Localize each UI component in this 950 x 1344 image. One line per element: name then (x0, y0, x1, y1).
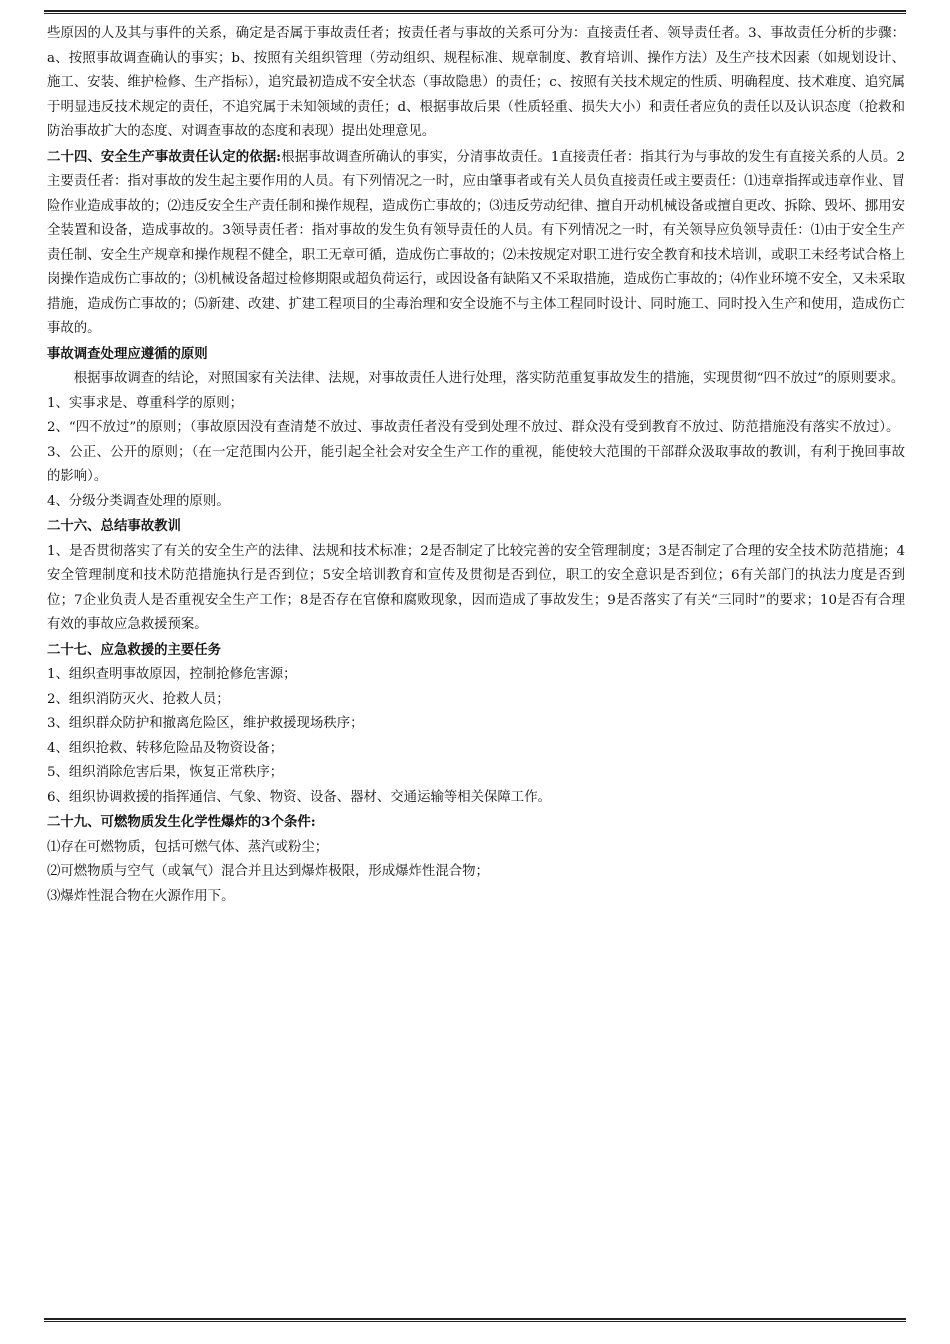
heading-26 (47, 514, 905, 540)
heading-27 (47, 638, 905, 664)
footer-rule (44, 1318, 906, 1322)
paragraph-principles-intro: 根据事故调查的结论，对照国家有关法律、法规，对事故责任人进行处理，落实防范重复事故发生的措施，实现贯彻“四不放过”的原则要求。 (73, 371, 905, 386)
list-item: 3、组织群众防护和撤离危险区，维护救援现场秩序； (47, 716, 364, 731)
header-rule (44, 10, 906, 14)
document-body (47, 22, 905, 909)
list-item: 5、组织消除危害后果，恢复正常秩序； (47, 765, 284, 780)
list-item: 4、分级分类调查处理的原则。 (47, 493, 230, 509)
list-item: ⑶爆炸性混合物在火源作用下。 (47, 888, 235, 904)
section-24 (47, 145, 905, 342)
heading-27-text: 二十七、应急救援的主要任务 (47, 641, 222, 658)
list-item: 2、“四不放过”的原则；（事故原因没有查清楚不放过、事故责任者没有受到处理不放过、群众没有受到教育不放过、防范措施没有落实不放过）。 (47, 420, 900, 435)
list-item: ⑴存在可燃物质，包括可燃气体、蒸汽或粉尘； (47, 839, 329, 855)
list-item: 3、公正、公开的原则；（在一定范围内公开，能引起全社会对安全生产工作的重视，能使较大范围的干部群众汲取事故的教训，有利于挽回事故的影响）。 (47, 444, 905, 484)
list-item: ⑵可燃物质与空气（或氧气）混合并且达到爆炸极限，形成爆炸性混合物； (47, 864, 489, 879)
list-item: 1、实事求是、尊重科学的原则； (47, 395, 243, 411)
heading-26-text: 二十六、总结事故教训 (47, 518, 181, 534)
paragraph-responsibility-analysis: 些原因的人及其与事件的关系，确定是否属于事故责任者；按责任者与事故的关系可分为：直接责任者、领导责任者。3、事故责任分析的步骤：a、按照事故调查确认的事实；b、按照有关组织管理（劳动组织、规程标准、规章制度、教育培训、操作方法）及生产技术因素（如规划设计、施工、安装、维护检修、生产指标），追究最初造成不安全状态（事故隐患）的责任；c、按照有关技术规定的性质、明确程度、技术难度、追究属于明显违反技术规定的责任，不追究属于未知领域的责任；d、根据事故后果（性质轻重、损失大小）和责任者应负的责任以及认识态度（抢救和防治事故扩大的态度、对调查事故的态度和表现）提出处理意见。 (47, 26, 905, 139)
list-item: 6、组织协调救援的指挥通信、气象、物资、设备、器材、交通运输等相关保障工作。 (47, 789, 551, 805)
heading-24: 二十四、安全生产事故责任认定的依据: (47, 148, 282, 165)
heading-29 (47, 810, 905, 836)
paragraph-lessons: 1、是否贯彻落实了有关的安全生产的法律、法规和技术标准；2是否制定了比较完善的安全管理制度；3是否制定了合理的安全技术防范措施；4安全管理制度和技术防范措施执行是否到位；5安全培训教育和宣传及贯彻是否到位，职工的安全意识是否到位；6有关部门的执法力度是否到位；7企业负责人是否重视安全生产工作；8是否存在官僚和腐败现象，因而造成了事故发生；9是否落实了有关“三同时”的要求；10是否有合理有效的事故应急救援预案。 (47, 543, 905, 632)
heading-investigation-principles-text: 事故调查处理应遵循的原则 (47, 345, 208, 362)
list-item: 4、组织抢救、转移危险品及物资设备； (47, 740, 284, 756)
heading-investigation-principles (47, 342, 905, 368)
section-24-text: 根据事故调查所确认的事实，分清事故责任。1直接责任者：指其行为与事故的发生有直接关系的人员。2主要责任者：指对事故的发生起主要作用的人员。有下列情况之一时，应由肇事者或有关人员负直接责任或主要责任：⑴违章指挥或违章作业、冒险作业造成事故的；⑵违反安全生产责任制和操作规程，造成伤亡事故的；⑶违反劳动纪律、擅自开动机械设备或擅自更改、拆除、毁坏、挪用安全装置和设备，造成事故的。3领导责任者：指对事故的发生负有领导责任的人员。有下列情况之一时，有关领导应负领导责任：⑴由于安全生产责任制、安全生产规章和操作规程不健全，职工无章可循，造成伤亡事故的；⑵未按规定对职工进行安全教育和技术培训，或职工未经考试合格上岗操作造成伤亡事故的；⑶机械设备超过检修期限或超负荷运行，或因设备有缺陷又不采取措施，造成伤亡事故的；⑷作业环境不安全，又未采取措施，造成伤亡事故的；⑸新建、改建、扩建工程项目的尘毒治理和安全设施不与主体工程同时设计、同时施工、同时投入生产和使用，造成伤亡事故的。 (47, 149, 905, 336)
list-item: 1、组织查明事故原因，控制抢修危害源； (47, 667, 297, 682)
list-item: 2、组织消防灭火、抢救人员； (47, 691, 230, 707)
heading-29-text: 二十九、可燃物质发生化学性爆炸的3个条件: (47, 814, 316, 830)
